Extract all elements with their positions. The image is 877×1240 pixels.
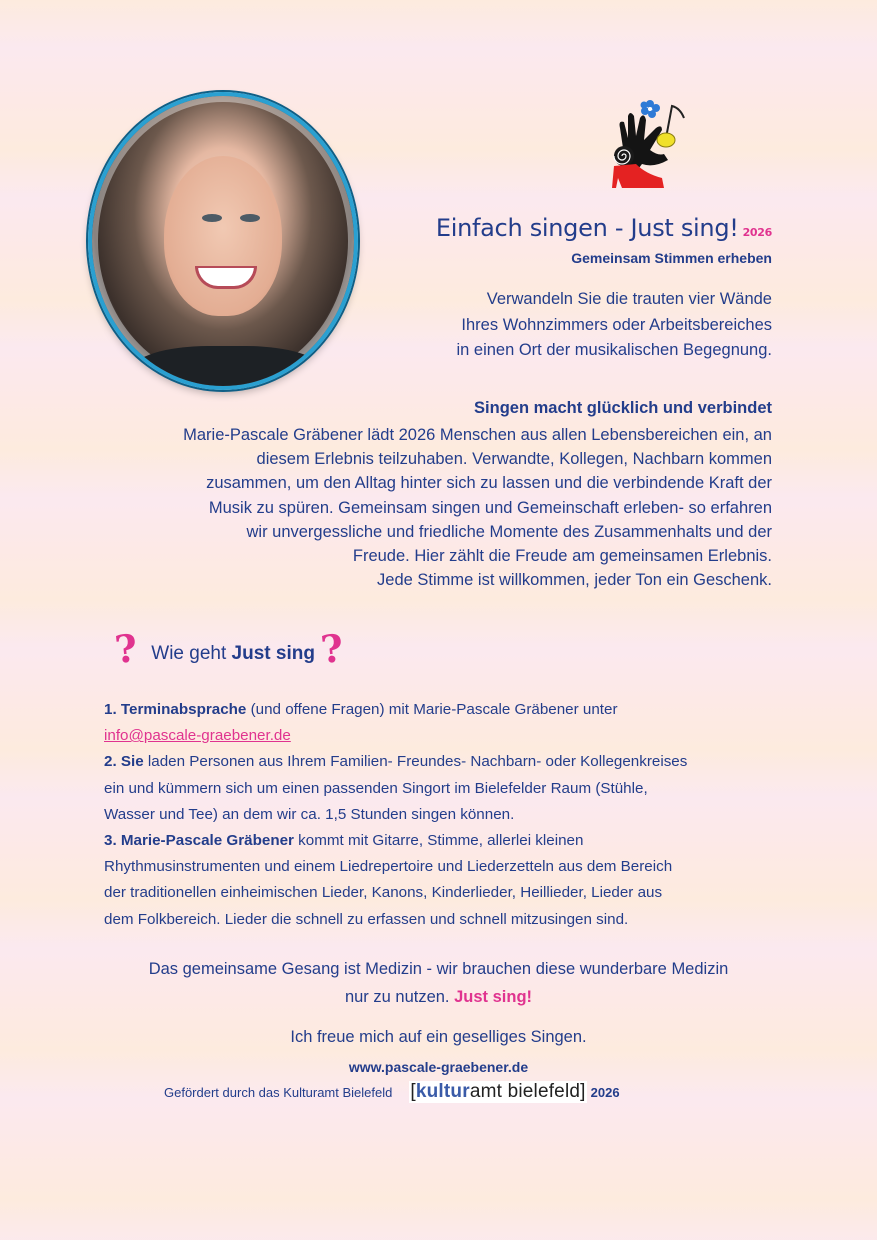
intro-line: Verwandeln Sie die trauten vier Wände	[486, 290, 772, 308]
howto-text	[151, 643, 315, 665]
portrait-eye-left	[202, 214, 222, 222]
kulturamt-rest: amt bielefeld	[469, 1081, 581, 1102]
section-heading: Singen macht glücklich und verbindet	[474, 399, 772, 417]
question-mark-icon: ?	[112, 624, 140, 673]
portrait-eye-right	[240, 214, 260, 222]
step-3-label: 3. Marie-Pascale Gräbener	[104, 832, 294, 850]
website-link[interactable]: www.pascale-graebener.de	[348, 1059, 529, 1075]
paragraph-line: Jede Stimme ist willkommen, jeder Ton ein Geschenk.	[377, 571, 772, 590]
quote-line: Das gemeinsame Gesang ist Medizin - wir brauchen diese wunderbare Medizin	[148, 960, 729, 978]
paragraph-line: zusammen, um den Alltag hinter sich zu lassen und die verbindende Kraft der	[206, 474, 772, 493]
question-mark-icon: ?	[318, 624, 346, 673]
paragraph-line: Freude. Hier zählt die Freude am gemeinsamen Erlebnis.	[352, 547, 772, 566]
step-1-text: (und offene Fragen) mit Marie-Pascale Gräbener unter	[246, 701, 618, 718]
step-3-text: kommt mit Gitarre, Stimme, allerlei kleinen	[293, 832, 584, 850]
closing-text: Ich freue mich auf ein geselliges Singen.	[290, 1028, 587, 1046]
step-2	[104, 749, 784, 775]
step-3	[104, 828, 784, 854]
step-3-text: der traditionellen einheimischen Lieder, Kanons, Kinderlieder, Heillieder, Lieder aus	[104, 884, 663, 902]
hand-logo-icon	[606, 98, 692, 190]
title-text: Einfach singen - Just sing!	[435, 214, 739, 242]
step-3-text: dem Folkbereich. Lieder die schnell zu erfassen und schnell mitzusingen sind.	[104, 910, 629, 928]
step-2-text: Wasser und Tee) an dem wir ca. 1,5 Stunden singen können.	[104, 805, 515, 823]
step-2-label: 2. Sie	[104, 753, 144, 771]
paragraph-line: diesem Erlebnis teilzuhaben. Verwandte, Kollegen, Nachbarn kommen	[256, 450, 772, 469]
portrait-photo	[88, 92, 358, 390]
subtitle: Gemeinsam Stimmen erheben	[571, 250, 772, 266]
step-2-text: ein und kümmern sich um einen passenden Singort im Bielefelder Raum (Stühle,	[104, 779, 648, 797]
page-title	[436, 214, 772, 242]
portrait-shirt	[132, 346, 322, 390]
bracket-open: [	[410, 1081, 416, 1102]
intro-paragraph	[456, 287, 772, 364]
step-1	[104, 697, 784, 723]
paragraph-line: Marie-Pascale Gräbener lädt 2026 Menschen aus allen Lebensbereichen ein, an	[183, 426, 772, 444]
steps-list	[104, 697, 784, 933]
kulturamt-bold: kultur	[415, 1081, 470, 1102]
section-paragraph	[183, 423, 772, 592]
step-2-text: laden Personen aus Ihrem Familien- Freundes- Nachbarn- oder Kollegenkreises	[143, 753, 688, 771]
title-year: 2026	[742, 226, 772, 239]
step-1-label: 1. Terminabsprache	[104, 701, 247, 718]
howto-prefix: Wie geht	[151, 643, 232, 664]
kulturamt-logo	[409, 1081, 586, 1103]
intro-line: in einen Ort der musikalischen Begegnung.	[456, 341, 772, 359]
step-3-text: Rhythmusinstrumenten und einem Liedrepertoire und Liederzetteln aus dem Bereich	[104, 858, 673, 876]
intro-line: Ihres Wohnzimmers oder Arbeitsbereiches	[461, 315, 772, 334]
funding-text: Gefördert durch das Kulturamt Bielefeld	[164, 1085, 393, 1100]
medicine-quote	[0, 955, 877, 1011]
portrait-face	[164, 156, 282, 316]
howto-bold: Just sing	[231, 643, 315, 664]
quote-line: nur zu nutzen.	[344, 988, 455, 1006]
just-sing-highlight: Just sing!	[454, 988, 533, 1006]
paragraph-line: Musik zu spüren. Gemeinsam singen und Gemeinschaft erleben- so erfahren	[208, 498, 772, 517]
funding-line	[164, 1081, 620, 1103]
paragraph-line: wir unvergessliche und friedliche Momente des Zusammenhalts und der	[246, 522, 772, 541]
funding-year: 2026	[590, 1085, 620, 1100]
howto-heading	[112, 624, 346, 673]
email-link[interactable]: info@pascale-graebener.de	[104, 727, 291, 745]
bracket-close: ]	[580, 1081, 586, 1102]
